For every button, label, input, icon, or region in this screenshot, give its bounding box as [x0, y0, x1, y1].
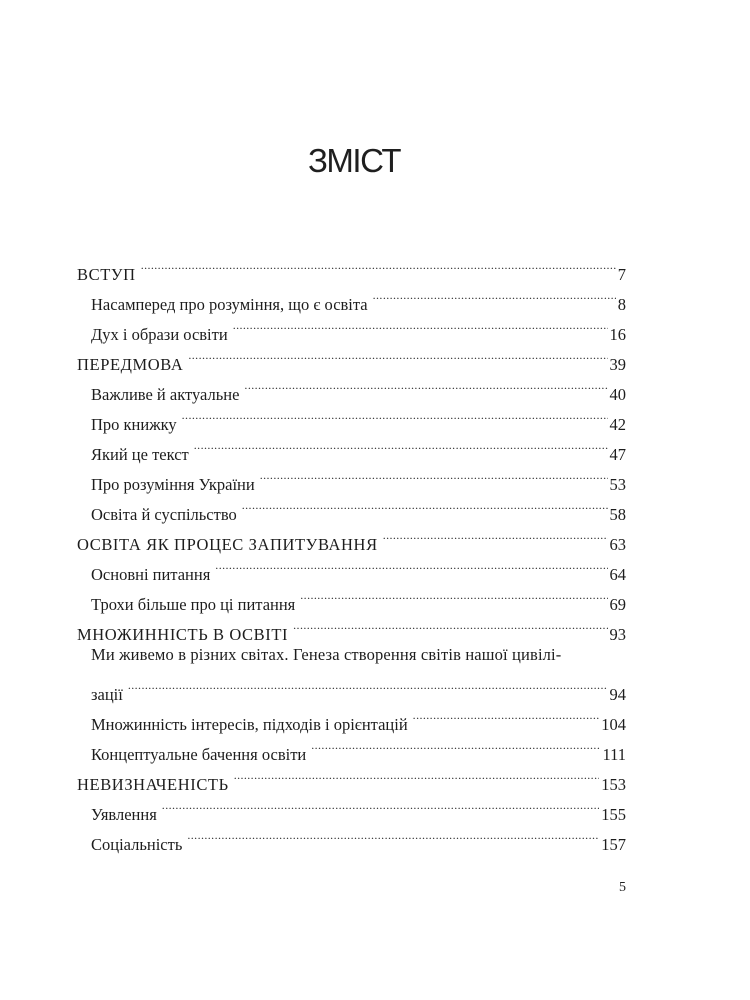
toc-entry-page: 63: [609, 535, 626, 554]
toc-entry-label: Про книжку: [91, 415, 177, 434]
toc-entry-label: Важливе й актуальне: [91, 385, 240, 404]
dot-leader: [242, 490, 608, 520]
toc-entry-page: 64: [609, 565, 626, 584]
toc-entry-page: 42: [609, 415, 626, 434]
toc-entry-label: НЕВИЗНАЧЕНІСТЬ: [77, 775, 229, 794]
dot-leader: [260, 460, 608, 490]
toc-entry-label: Дух і образи освіти: [91, 325, 228, 344]
dot-leader: [194, 430, 608, 460]
toc-entry-label: ПЕРЕДМОВА: [77, 355, 184, 374]
dot-leader: [383, 520, 608, 550]
dot-leader: [215, 550, 607, 580]
toc-entry-label: ОСВІТА ЯК ПРОЦЕС ЗАПИТУВАННЯ: [77, 535, 378, 554]
toc-entry-page: 153: [601, 775, 626, 794]
table-of-contents: [77, 250, 626, 854]
dot-leader: [187, 820, 599, 850]
dot-leader: [413, 700, 600, 730]
dot-leader: [311, 730, 600, 760]
toc-entry-label: зації: [91, 685, 123, 704]
dot-leader: [162, 790, 599, 820]
toc-entry-label: Про розуміння України: [91, 475, 255, 494]
dot-leader: [234, 760, 600, 790]
toc-entry-page: 104: [601, 715, 626, 734]
toc-entry-page: 94: [609, 685, 626, 704]
toc-subentry[interactable]: [77, 700, 626, 734]
toc-entry-label: Який це текст: [91, 445, 189, 464]
toc-entry-label: Освіта й суспільство: [91, 505, 237, 524]
toc-entry-label: Насамперед про розуміння, що є освіта: [91, 295, 368, 314]
dot-leader: [182, 400, 608, 430]
toc-entry-label: ВСТУП: [77, 265, 136, 284]
toc-entry-page: 53: [609, 475, 626, 494]
toc-entry-page: 93: [609, 625, 626, 644]
toc-entry-page: 7: [617, 265, 626, 284]
toc-entry-label: Уявлення: [91, 805, 157, 824]
toc-entry-label: МНОЖИННІСТЬ В ОСВІТІ: [77, 625, 289, 644]
toc-entry-label: Множинність інтересів, підходів і орієнтацій: [91, 715, 408, 734]
dot-leader: [244, 370, 607, 400]
toc-entry-page: 47: [609, 445, 626, 464]
toc-entry-page: 155: [601, 805, 626, 824]
page-title: ЗМІСТ: [308, 142, 400, 179]
dot-leader: [188, 340, 607, 370]
dot-leader: [300, 580, 607, 610]
dot-leader: [233, 310, 608, 340]
page-number: 5: [619, 880, 626, 895]
toc-entry-page: 8: [617, 295, 626, 314]
toc-entry-page: 40: [609, 385, 626, 404]
toc-entry-page: 58: [609, 505, 626, 524]
dot-leader: [128, 670, 608, 700]
toc-entry-page: 157: [601, 835, 626, 854]
toc-entry-label: Трохи більше про ці питання: [91, 595, 296, 614]
toc-entry-label: Концептуальне бачення освіти: [91, 745, 307, 764]
toc-subentry[interactable]: [77, 670, 626, 704]
toc-entry-page: 16: [609, 325, 626, 344]
toc-subentry-first-line[interactable]: Ми живемо в різних світах. Генеза створення світів нашої цивілі-: [91, 645, 562, 664]
dot-leader: [373, 280, 616, 310]
toc-entry-label: Соціальність: [91, 835, 183, 854]
toc-entry-label: Основні питання: [91, 565, 211, 584]
dot-leader: [141, 250, 616, 280]
toc-entry[interactable]: [77, 250, 626, 284]
dot-leader: [293, 610, 607, 640]
toc-entry-page: 69: [609, 595, 626, 614]
toc-entry-page: 111: [602, 745, 626, 764]
toc-entry-page: 39: [609, 355, 626, 374]
toc-subentry[interactable]: [77, 280, 626, 314]
